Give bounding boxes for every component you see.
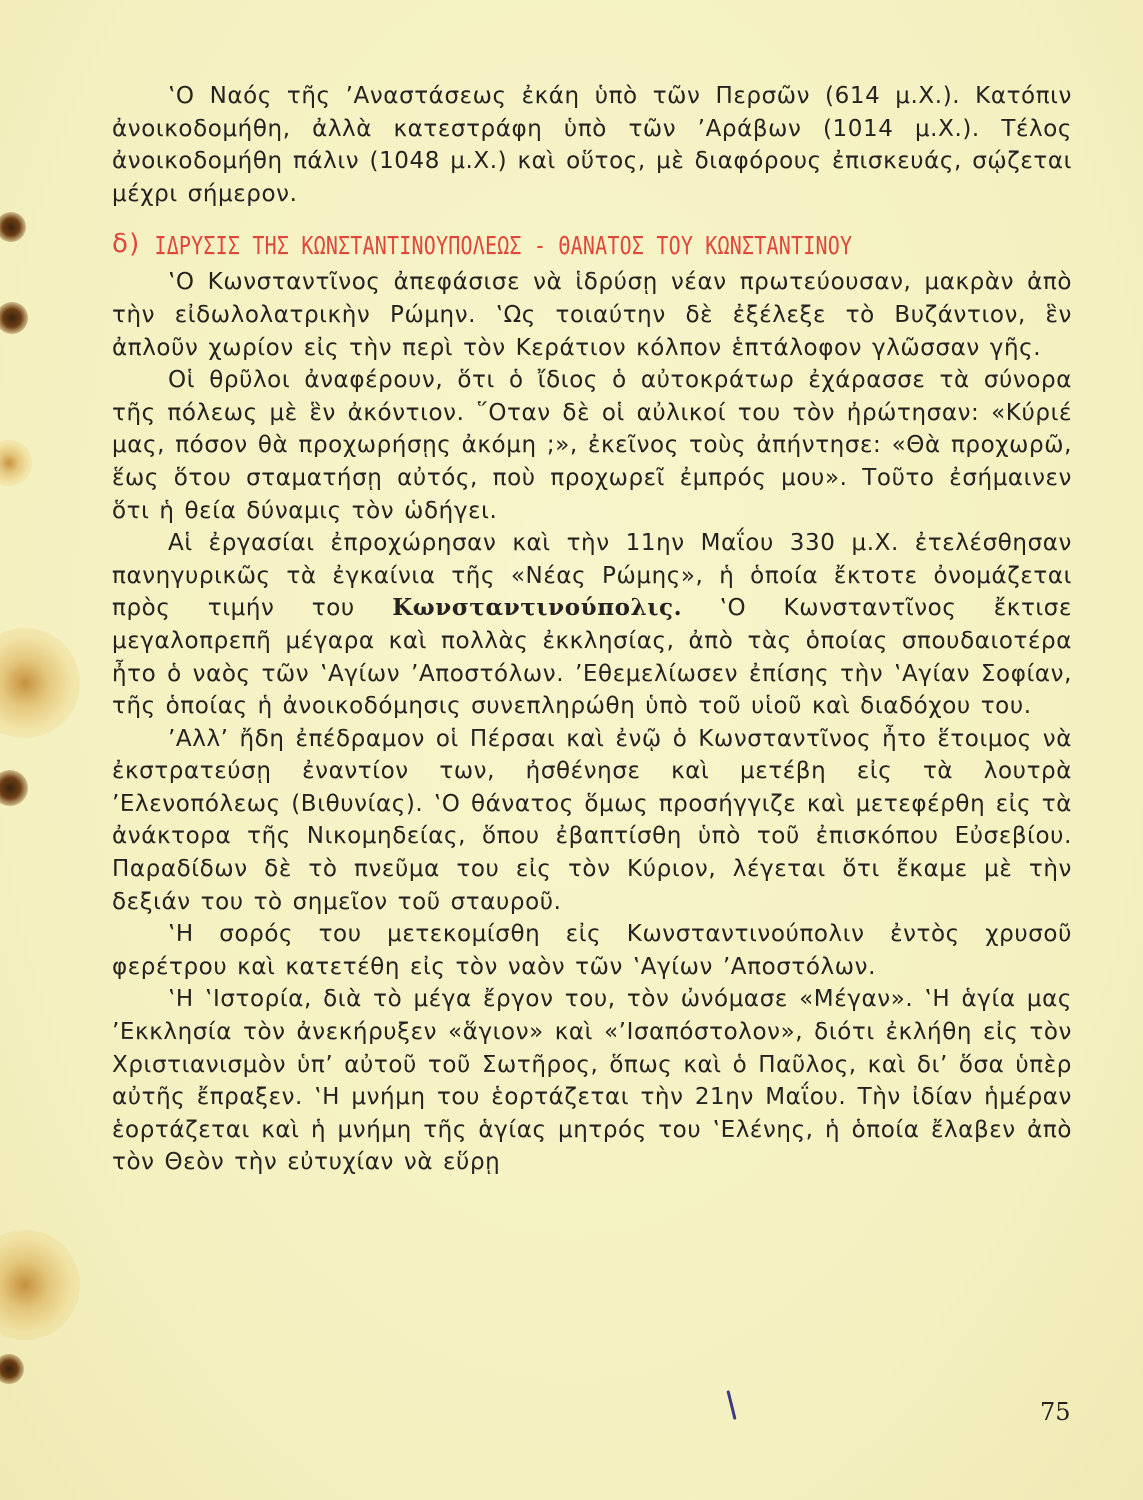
paragraph-burial: ‛Η σορός του μετεκομίσθη εἰς Κωνσταντινούπολιν ἐντὸς χρυσοῦ φερέτρου καὶ κατετέθη εἰς τὸν ναὸν τῶν ‛Αγίων ’Αποστόλων. [112, 921, 1072, 980]
section-title: ΙΔΡΥΣΙΣ ΤΗΣ ΚΩΝΣΤΑΝΤΙΝΟΥΠΟΛΕΩΣ - ΘΑΝΑΤΟΣ ΤΟΥ ΚΩΝΣΤΑΝΤΙΝΟΥ [154, 230, 853, 261]
paragraph-founding: ‛Ο Κωνσταντῖνος ἀπεφάσισε νὰ ἱδρύσῃ νέαν πρωτεύουσαν, μακρὰν ἀπὸ τὴν εἰδωλολατρικὴν Ρώμην. ‛Ως τοιαύτην δὲ ἐξέλεξε τὸ Βυζάντιον, ἓν ἀπλοῦν χωρίον εἰς τὴν περὶ τὸν Κεράτιον κόλπον ἑπτάλοφον γλῶσσαν γῆς. [112, 269, 1072, 361]
burn-mark [0, 770, 28, 806]
paragraph-resurrection-church: ‛Ο Ναός τῆς ’Αναστάσεως ἐκάη ὑπὸ τῶν Περσῶν (614 μ.Χ.). Κατόπιν ἀνοικοδομήθη, ἀλλὰ κατεστράφη ὑπὸ τῶν ’Αράβων (1014 μ.Χ.). Τέλος ἀνοικοδομήθη πάλιν (1048 μ.Χ.) καὶ οὕτος, μὲ διαφόρους ἐπισκευάς, σῴζεται μέχρι σήμερον. [112, 83, 1072, 207]
city-name-bold: Κωνσταντινούπολις. [392, 594, 683, 622]
section-heading [112, 210, 1072, 266]
pen-mark [726, 1390, 736, 1420]
inauguration-text-cont: ‛Ο Κωνσταντῖνος ἔκτισε μεγαλοπρεπῆ μέγαρα καὶ πολλὰς ἐκκλησίας, ἀπὸ τὰς ὁποίας σπουδαιοτέρα ἦτο ὁ ναὸς τῶν ‛Αγίων ’Αποστόλων. ’Εθεμελίωσεν ἐπίσης τὴν ‛Αγίαν Σοφίαν, τῆς ὁποίας ἡ ἀνοικοδόμησις συνεπληρώθη ὑπὸ τοῦ υἱοῦ καὶ διαδόχου του. [112, 595, 1072, 720]
burn-mark [0, 302, 28, 334]
stain-mark [0, 628, 80, 738]
inauguration-text: Αἱ ἐργασίαι ἐπροχώρησαν καὶ τὴν 11ην Μαΐου 330 μ.Χ. ἐτελέσθησαν πανηγυρικῶς τὰ ἐγκαίνια τῆς «Νέας Ρώμης», ἡ ὁποία ἔκτοτε ὀνομάζεται πρὸς τιμήν του [112, 530, 1072, 622]
text-column [112, 80, 1072, 1179]
burn-mark [0, 212, 26, 242]
paragraph-inauguration [112, 527, 1072, 723]
paragraph-death: ’Αλλ’ ἤδη ἐπέδραμον οἱ Πέρσαι καὶ ἐνῷ ὁ Κωνσταντῖνος ἦτο ἕτοιμος νὰ ἐκστρατεύσῃ ἐναντίον των, ἠσθένησε καὶ μετέβη εἰς τὰ λουτρὰ ’Ελενοπόλεως (Βιθυνίας). ‛Ο θάνατος ὅμως προσήγγιζε καὶ μετεφέρθη εἰς τὰ ἀνάκτορα τῆς Νικομηδείας, ὅπου ἐβαπτίσθη ὑπὸ τοῦ ἐπισκόπου Εὐσεβίου. Παραδίδων δὲ τὸ πνεῦμα του εἰς τὸν Κύριον, λέγεται ὅτι ἔκαμε μὲ τὴν δεξιάν του τὸ σημεῖον τοῦ σταυροῦ. [112, 725, 1072, 915]
burn-mark [0, 1354, 24, 1384]
paragraph-legacy: ‛Η ‛Ιστορία, διὰ τὸ μέγα ἔργον του, τὸν ὠνόμασε «Μέγαν». ‛Η ἁγία μας ’Εκκλησία τὸν ἀνεκήρυξεν «ἅγιον» καὶ «’Ισαπόστολον», διότι ἐκλήθη εἰς τὸν Χριστιανισμὸν ὑπ’ αὐτοῦ τοῦ Σωτῆρος, ὅπως καὶ ὁ Παῦλος, καὶ δι’ ὅσα ὑπὲρ αὐτῆς ἔπραξεν. ‛Η μνήμη του ἑορτάζεται τὴν 21ην Μαΐου. Τὴν ἰδίαν ἡμέραν ἑορτάζεται καὶ ἡ μνήμη τῆς ἁγίας μητρός του ‛Ελένης, ἡ ὁποία ἔλαβεν ἀπὸ τὸν Θεὸν τὴν εὐτυχίαν νὰ εὕρῃ [112, 986, 1072, 1176]
stain-mark [0, 1230, 80, 1340]
section-marker: δ) [112, 229, 141, 260]
page-number: 75 [1040, 1398, 1071, 1426]
stain-mark [0, 440, 32, 486]
paragraph-legend: Οἱ θρῦλοι ἀναφέρουν, ὅτι ὁ ἴδιος ὁ αὐτοκράτωρ ἐχάρασσε τὰ σύνορα τῆς πόλεως μὲ ἓν ἀκόντιον. ῞Οταν δὲ οἱ αὐλικοί του τὸν ἠρώτησαν: «Κύριέ μας, πόσον θὰ προχωρήσῃς ἀκόμη ;», ἐκεῖνος τοὺς ἀπήντησε: «Θὰ προχωρῶ, ἕως ὅτου σταματήσῃ αὐτός, ποὺ προχωρεῖ ἐμπρός μου». Τοῦτο ἐσήμαινεν ὅτι ἡ θεία δύναμις τὸν ὡδήγει. [112, 367, 1072, 524]
